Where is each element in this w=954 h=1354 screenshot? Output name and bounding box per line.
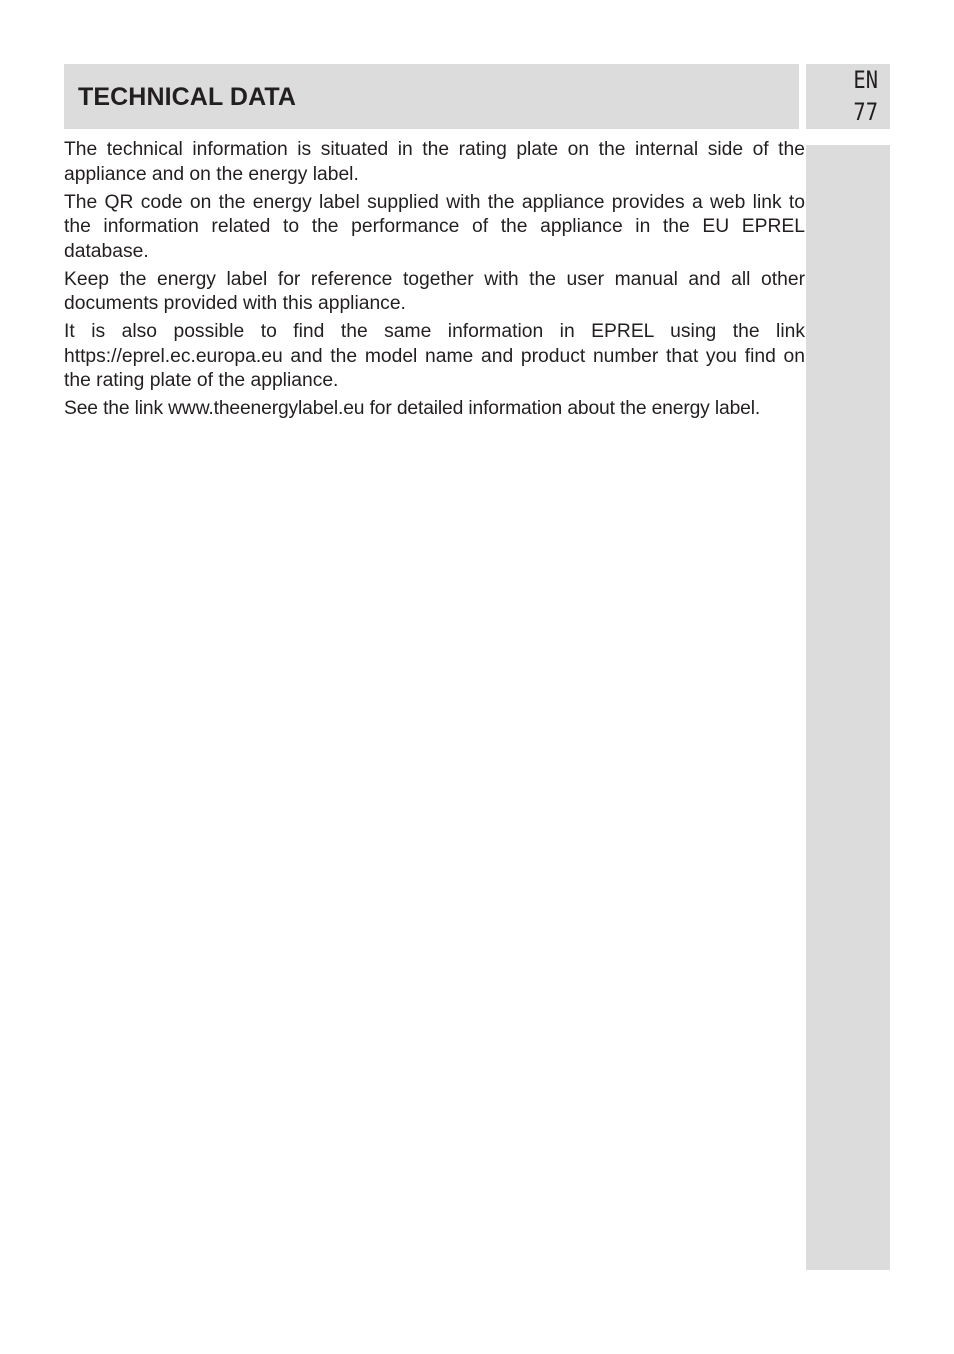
section-header-bar [64,64,799,129]
paragraph-qr-code: The QR code on the energy label supplied with the appliance provides a web link to the information related to the performance of the appliance in the EU EPREL database. [64,191,805,262]
paragraph-keep-label: Keep the energy label for reference together with the user manual and all other documents provided with this appliance. [64,268,805,314]
page-number: 77 [853,98,878,126]
language-code: EN [853,66,878,94]
paragraph-energy-label-link: See the link www.theenergylabel.eu for detailed information about the energy label. [64,398,761,419]
section-title: TECHNICAL DATA [78,83,297,111]
paragraph-rating-plate: The technical information is situated in the rating plate on the internal side of the appliance and on the energy label. [64,139,805,185]
side-margin-strip [806,145,890,1270]
paragraph-eprel-link: It is also possible to find the same information in EPREL using the link https://eprel.ec.europa.eu and the model name and product number that you find on the rating plate of the appliance. [64,321,805,391]
page-tab [806,64,890,129]
body-text [64,138,805,425]
